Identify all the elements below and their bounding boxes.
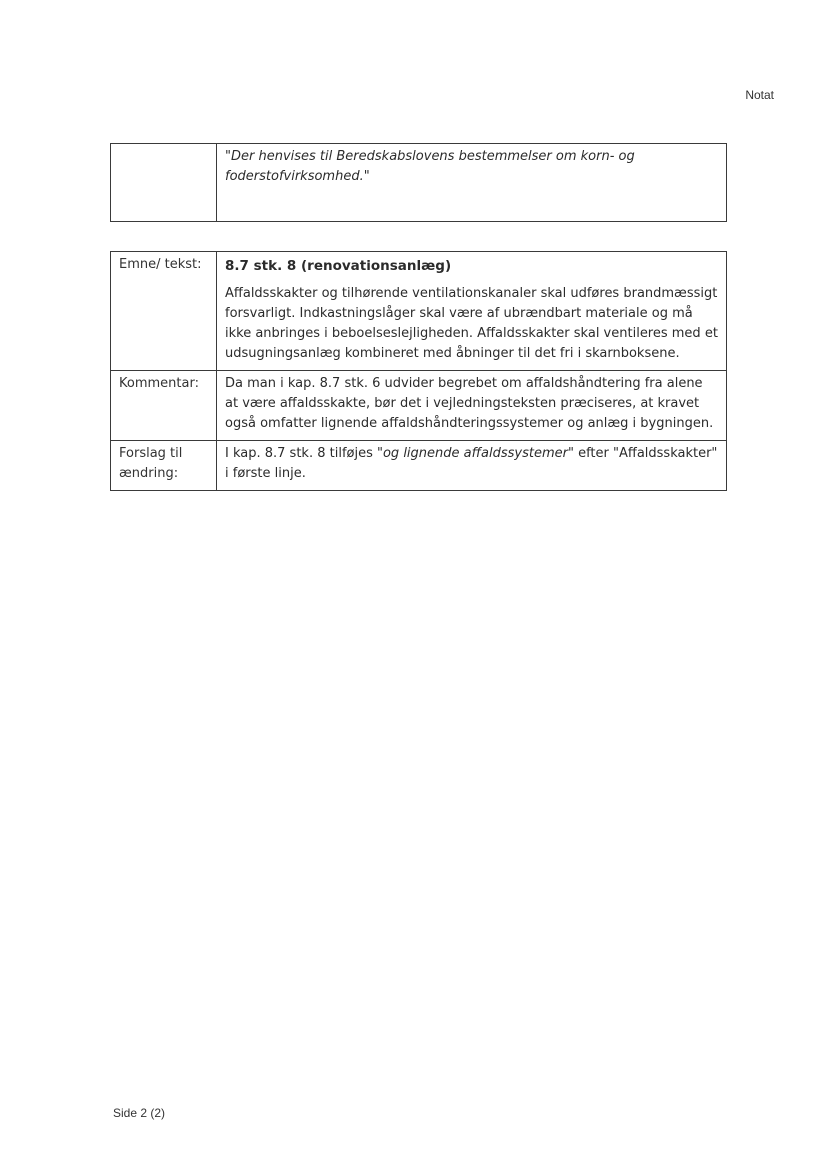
document-type-label: Notat [745, 88, 774, 102]
quote-text: "Der henvises til Beredskabslovens bestemmelser om korn- og foderstofvirksomhed." [217, 144, 727, 222]
quote-row [111, 144, 727, 222]
comment-body: Da man i kap. 8.7 stk. 6 udvider begrebet om affaldshåndtering fra alene at være affaldsskakte, bør det i vejledningsteksten præciseres, at kravet også omfatter lignende affaldshåndteringssystemer og anlæg i bygningen. [217, 371, 727, 441]
proposal-body [217, 441, 727, 491]
comment-label: Kommentar: [111, 371, 217, 441]
comment-row [111, 371, 727, 441]
proposal-label: Forslag til ændring: [111, 441, 217, 491]
topic-body: Affaldsskakter og tilhørende ventilationskanaler skal udføres brandmæssigt forsvarligt. Indkastningslåger skal være af ubrændbart materiale og må ikke anbringes i beboelseslejligheden. Affaldsskakter skal ventileres med et udsugningsanlæg kombineret med åbninger til det fri i skarnboksene. [225, 286, 718, 361]
quote-table [110, 143, 727, 222]
proposal-text-italic: "og lignende affaldssystemer" [377, 446, 574, 461]
topic-row [111, 252, 727, 371]
topic-title: 8.7 stk. 8 (renovationsanlæg) [225, 258, 452, 274]
topic-label: Emne/ tekst: [111, 252, 217, 371]
topic-table [110, 251, 727, 491]
proposal-text-post: efter "Affaldsskakter" i første linje. [225, 446, 718, 481]
proposal-text-pre: I kap. 8.7 stk. 8 tilføjes [225, 446, 377, 461]
proposal-row [111, 441, 727, 491]
topic-content [217, 252, 727, 371]
page-number: Side 2 (2) [113, 1106, 166, 1120]
quote-label-cell [111, 144, 217, 222]
